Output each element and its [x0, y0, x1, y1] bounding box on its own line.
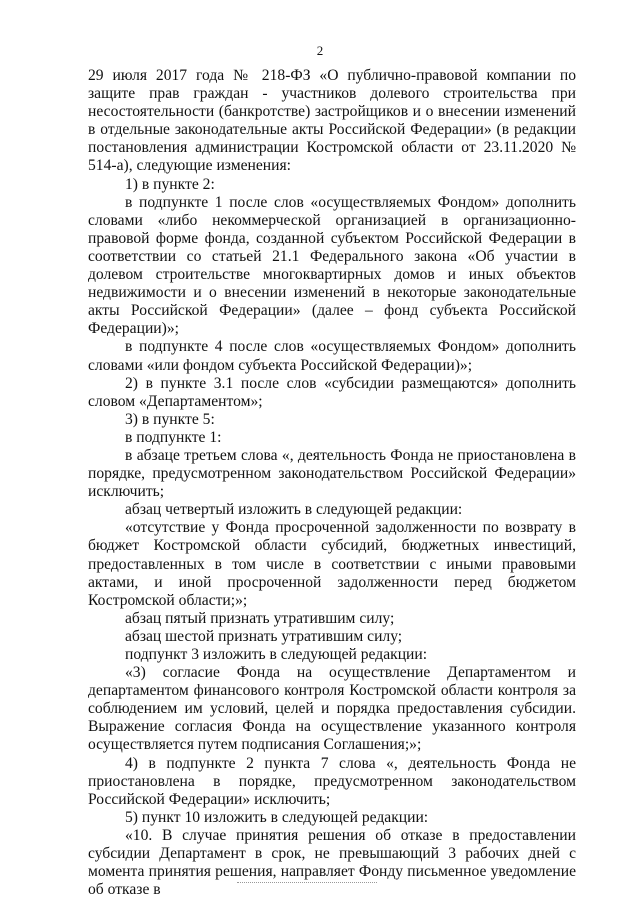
paragraph: 2) в пункте 3.1 после слов «субсидии размещаются» дополнить словом «Департаментом»;	[88, 374, 576, 410]
paragraph: 1) в пункте 2:	[125, 175, 215, 193]
paragraph: «10. В случае принятия решения об отказе в предоставлении субсидии Департамент в срок, не превышающий 3 рабочих дней с момента принятия решения, направляет Фонду письменное уведомление об отказе в	[88, 826, 576, 899]
document-body	[88, 67, 576, 899]
footer-dotted-line	[237, 882, 377, 885]
paragraph: 5) пункт 10 изложить в следующей редакции:	[125, 808, 429, 826]
paragraph: в абзаце третьем слова «, деятельность Фонда не приостановлена в порядке, предусмотренном законодательством Российской Федерации» исключить;	[88, 446, 576, 501]
page-number: 2	[316, 43, 324, 58]
paragraph: абзац четвертый изложить в следующей редакции:	[125, 501, 463, 519]
paragraph: 29 июля 2017 года № 218-ФЗ «О публично-правовой компании по защите прав граждан - участников долевого строительства при несостоятельности (банкротстве) застройщиков и о внесении изменений в отдельные законодательные акты Российской Федерации» (в редакции постановления администрации Костромской области от 23.11.2020 № 514-а), следующие изменения:	[88, 67, 576, 175]
paragraph: подпункт 3 изложить в следующей редакции:	[125, 646, 428, 663]
paragraph: «отсутствие у Фонда просроченной задолженности по возврату в бюджет Костромской области субсидий, бюджетных инвестиций, предоставленных в том числе в соответствии с иными правовыми актами, и иной просроченной задолженности перед бюджетом Костромской области;»;	[88, 519, 576, 609]
paragraph: в подпункте 1:	[125, 428, 222, 446]
paragraph: 3) в пункте 5:	[125, 410, 215, 428]
paragraph: абзац пятый признать утратившим силу;	[125, 609, 395, 627]
paragraph: «3) согласие Фонда на осуществление Департаментом и департаментом финансового контроля Костромской области контроля за соблюдением им условий, целей и порядка предоставления субсидии. Выражение согласия Фонда на осуществление указанного контроля осуществляется путем подписания Соглашения;»;	[88, 664, 576, 754]
paragraph: в подпункте 1 после слов «осуществляемых Фондом» дополнить словами «либо некоммерческой организацией в организационно-правовой форме фонда, созданной субъектом Российской Федерации в соответствии со статьей 21.1 Федерального закона «Об участии в долевом строительстве многоквартирных домов и иных объектов недвижимости и о внесении изменений в некоторые законодательные акты Российской Федерации» (далее – фонд субъекта Российской Федерации)»;	[88, 193, 576, 338]
paragraph: в подпункте 4 после слов «осуществляемых Фондом» дополнить словами «или фондом субъекта Российской Федерации)»;	[88, 338, 576, 374]
paragraph: 4) в подпункте 2 пункта 7 слова «, деятельность Фонда не приостановлена в порядке, предусмотренном законодательством Российской Федерации» исключить;	[88, 754, 576, 808]
paragraph: абзац шестой признать утратившим силу;	[125, 627, 403, 645]
